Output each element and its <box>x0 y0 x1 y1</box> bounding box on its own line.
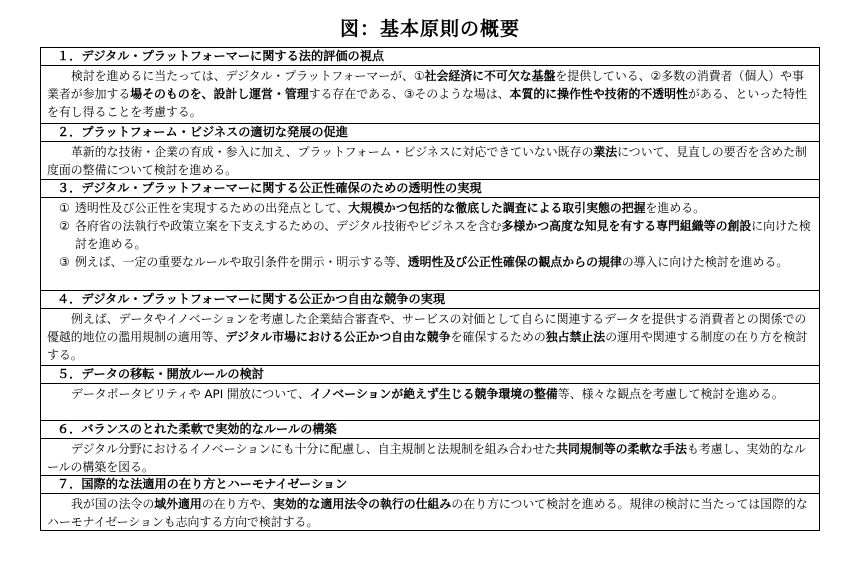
paragraph <box>47 385 815 403</box>
numbered-item <box>47 253 815 271</box>
section-body <box>41 309 819 364</box>
body-text: を提供している、②多数の消費者（個人）や事業者が参加する <box>47 69 804 101</box>
body-text: の在り方や、 <box>201 497 273 511</box>
paragraph <box>47 143 815 179</box>
body-text: 透明性及び公正性を実現するための出発点として、 <box>75 201 349 215</box>
section-body <box>41 384 819 403</box>
numbered-item <box>47 199 815 217</box>
body-text: について、見直しの要否を含めた制度面の整備について検討を進める。 <box>47 145 807 177</box>
numbered-item <box>47 217 815 253</box>
section-2 <box>41 123 819 179</box>
body-text: に向けた検討を進める。 <box>75 219 811 251</box>
body-text: 例えば、一定の重要なルールや取引条件を開示・明示する等、 <box>75 255 408 269</box>
emphasis-text: 場そのものを、設計し運営・管理 <box>130 87 309 101</box>
section-heading: ７．国際的な法適用の在り方とハーモナイゼーション <box>41 475 819 494</box>
section-body <box>41 494 819 531</box>
section-6 <box>41 420 819 476</box>
paragraph <box>47 440 815 476</box>
section-heading: ２．プラットフォーム・ビジネスの適切な発展の促進 <box>41 123 819 142</box>
body-text: がある、といった特性を有し得ることを考慮する。 <box>47 87 807 119</box>
page-title: 図：基本原則の概要 <box>339 18 520 40</box>
emphasis-text: 社会経済に不可欠な基盤 <box>424 69 556 83</box>
section-7 <box>41 475 819 531</box>
body-text: 我が国の法令の <box>71 497 155 511</box>
emphasis-text: 実効的な適用法令の執行の仕組み <box>272 497 452 511</box>
item-number: ③ <box>59 255 70 269</box>
body-text: を進める。 <box>645 201 705 215</box>
paragraph <box>47 310 815 364</box>
emphasis-text: 透明性及び公正性確保の観点からの規律 <box>407 255 622 269</box>
body-text: の導入に向けた検討を進める。 <box>621 255 789 269</box>
body-text: 例えば、データやイノベーションを考慮した企業結合審査や、サービスの対価として自らに関連するデータを提供する消費者との関係での優越的地位の濫用規制の適用等、 <box>47 312 807 344</box>
item-number: ② <box>59 219 70 233</box>
emphasis-text: 共同規制等の柔軟な手法 <box>556 442 687 456</box>
emphasis-text: 業法 <box>593 145 618 159</box>
body-text: 検討を進めるに当たっては、デジタル・プラットフォーマーが、① <box>71 69 425 83</box>
body-text: データポータビリティや API 開放について、 <box>71 387 310 401</box>
paragraph <box>47 67 815 121</box>
body-text: 等、様々な観点を考慮して検討を進める。 <box>557 387 784 401</box>
section-heading: ５．データの移転・開放ルールの検討 <box>41 365 819 384</box>
body-text: も考慮し、実効的なルールの構築を図る。 <box>47 442 806 474</box>
body-text: デジタル分野におけるイノベーションにも十分に配慮し、自主規制と法規制を組み合わせた <box>71 442 557 456</box>
item-number: ① <box>59 201 70 215</box>
body-text: の在り方について検討を進める。規律の検討に当たっては国際的なハーモナイゼーションも志向する方向で検討する。 <box>47 497 808 529</box>
section-heading: ６．バランスのとれた柔軟で実効的なルールの構築 <box>41 420 819 439</box>
section-3 <box>41 179 819 271</box>
emphasis-text: 大規模かつ包括的な徹底した調査による取引実態の把握 <box>348 201 646 215</box>
paragraph <box>47 495 815 531</box>
emphasis-text: 本質的に操作性や技術的不透明性 <box>509 87 688 101</box>
section-body <box>41 198 819 271</box>
emphasis-text: イノベーションが絶えず生じる競争環境の整備 <box>309 387 558 401</box>
section-4 <box>41 290 819 364</box>
section-5 <box>41 365 819 403</box>
emphasis-text: デジタル市場における公正かつ自由な競争 <box>225 330 451 344</box>
body-text: 各府省の法執行や政策立案を下支えするための、デジタル技術やビジネスを含む <box>75 219 502 233</box>
section-heading: ４．デジタル・プラットフォーマーに関する公正かつ自由な競争の実現 <box>41 290 819 309</box>
section-body <box>41 439 819 476</box>
body-text: の運用や関連する制度の在り方を検討する。 <box>47 330 808 362</box>
body-text: する存在である、③そのような場は、 <box>308 87 510 101</box>
emphasis-text: 多様かつ高度な知見を有する専門組織等の創設 <box>501 219 752 233</box>
body-text: 革新的な技術・企業の育成・参入に加え、プラットフォーム・ビジネスに対応できていない既存の <box>71 145 594 159</box>
section-heading: ３．デジタル・プラットフォーマーに関する公正性確保のための透明性の実現 <box>41 179 819 198</box>
section-heading: １．デジタル・プラットフォーマーに関する法的評価の視点 <box>41 48 819 66</box>
principles-box <box>40 47 820 531</box>
body-text: を確保するための <box>450 330 546 344</box>
section-1 <box>41 48 819 121</box>
section-body <box>41 66 819 121</box>
emphasis-text: 域外適用 <box>154 497 202 511</box>
emphasis-text: 独占禁止法 <box>545 330 606 344</box>
section-body <box>41 142 819 179</box>
